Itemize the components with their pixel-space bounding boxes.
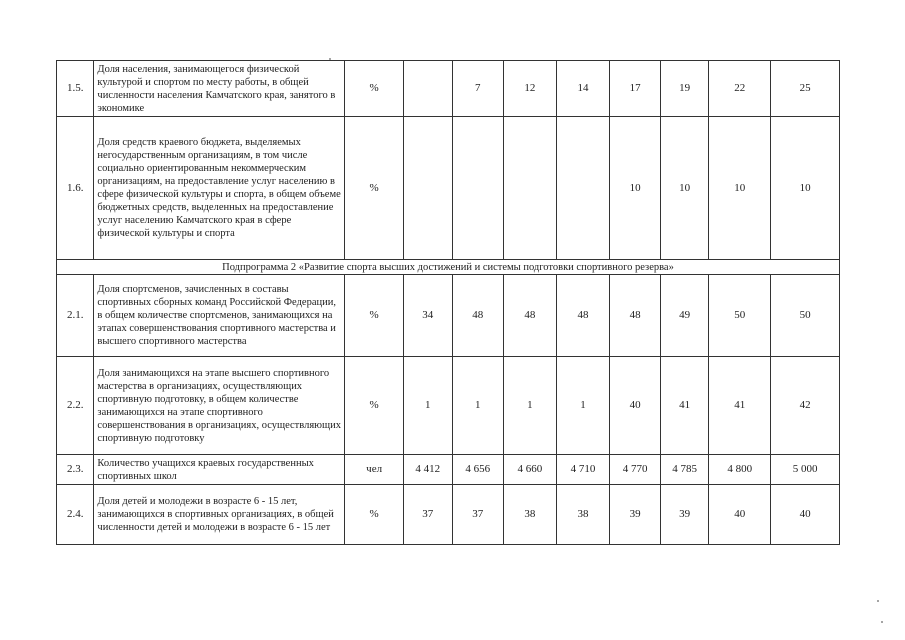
value-cell: 1 <box>504 357 557 455</box>
value-cell: 48 <box>610 275 661 357</box>
indicator-name: Количество учащихся краевых государственных спортивных школ <box>94 455 345 485</box>
indicator-name: Доля детей и молодежи в возрасте 6 - 15 лет, занимающихся в спортивных организациях, в общей численности детей и молодежи в возрасте 6 - 15 лет <box>94 485 345 545</box>
value-cell: 4 412 <box>403 455 452 485</box>
value-cell <box>452 117 504 260</box>
row-number: 2.2. <box>57 357 94 455</box>
value-cell: 17 <box>610 61 661 117</box>
value-cell: 40 <box>709 485 771 545</box>
unit-cell: % <box>345 117 404 260</box>
value-cell: 10 <box>660 117 709 260</box>
scan-speck <box>329 58 331 60</box>
value-cell: 41 <box>660 357 709 455</box>
unit-cell: чел <box>345 455 404 485</box>
scan-speck <box>881 621 883 623</box>
value-cell: 40 <box>771 485 840 545</box>
indicator-name: Доля занимающихся на этапе высшего спортивного мастерства в организациях, осуществляющих спортивную подготовку, в общем количестве занимающихся на этапе спортивного совершенствования в организациях, осуществляющих спортивную подготовку <box>94 357 345 455</box>
value-cell: 1 <box>403 357 452 455</box>
value-cell: 25 <box>771 61 840 117</box>
value-cell: 12 <box>504 61 557 117</box>
value-cell: 34 <box>403 275 452 357</box>
value-cell: 1 <box>452 357 504 455</box>
value-cell: 10 <box>610 117 661 260</box>
table-row <box>57 357 840 455</box>
value-cell: 10 <box>709 117 771 260</box>
row-number: 2.1. <box>57 275 94 357</box>
value-cell: 10 <box>771 117 840 260</box>
indicator-name: Доля населения, занимающегося физической культурой и спортом по месту работы, в общей численности населения Камчатского края, занятого в экономике <box>94 61 345 117</box>
value-cell: 50 <box>771 275 840 357</box>
value-cell: 1 <box>556 357 610 455</box>
value-cell <box>556 117 610 260</box>
scan-speck <box>877 600 879 602</box>
value-cell: 22 <box>709 61 771 117</box>
value-cell: 37 <box>403 485 452 545</box>
value-cell: 39 <box>660 485 709 545</box>
table-row <box>57 61 840 117</box>
subprogram-row <box>57 260 840 275</box>
value-cell: 50 <box>709 275 771 357</box>
value-cell: 39 <box>610 485 661 545</box>
value-cell: 7 <box>452 61 504 117</box>
value-cell: 4 710 <box>556 455 610 485</box>
value-cell: 4 770 <box>610 455 661 485</box>
value-cell: 48 <box>556 275 610 357</box>
value-cell: 14 <box>556 61 610 117</box>
value-cell <box>403 117 452 260</box>
value-cell: 4 785 <box>660 455 709 485</box>
table-row <box>57 275 840 357</box>
value-cell: 4 800 <box>709 455 771 485</box>
indicator-name: Доля спортсменов, зачисленных в составы спортивных сборных команд Российской Федерации, в общем количестве спортсменов, занимающихся на этапах совершенствования спортивного мастерства и высшего спортивного мастерства <box>94 275 345 357</box>
value-cell: 49 <box>660 275 709 357</box>
value-cell: 37 <box>452 485 504 545</box>
value-cell: 40 <box>610 357 661 455</box>
unit-cell: % <box>345 275 404 357</box>
unit-cell: % <box>345 485 404 545</box>
value-cell: 48 <box>452 275 504 357</box>
row-number: 1.6. <box>57 117 94 260</box>
value-cell: 38 <box>504 485 557 545</box>
value-cell: 41 <box>709 357 771 455</box>
table-row <box>57 117 840 260</box>
unit-cell: % <box>345 357 404 455</box>
table-row <box>57 485 840 545</box>
indicators-table <box>56 60 840 545</box>
value-cell <box>403 61 452 117</box>
row-number: 2.3. <box>57 455 94 485</box>
table-row <box>57 455 840 485</box>
indicator-name: Доля средств краевого бюджета, выделяемых негосударственным организациям, в том числе социально ориентированным некоммерческим организациям, на предоставление услуг населению в сфере физической культуры и спорта, в общем объеме бюджетных средств, выделенных на предоставление услуг населению Камчатского края в сфере физической культуры и спорта <box>94 117 345 260</box>
value-cell: 4 660 <box>504 455 557 485</box>
unit-cell: % <box>345 61 404 117</box>
value-cell <box>504 117 557 260</box>
value-cell: 19 <box>660 61 709 117</box>
value-cell: 42 <box>771 357 840 455</box>
row-number: 1.5. <box>57 61 94 117</box>
value-cell: 48 <box>504 275 557 357</box>
subprogram-title: Подпрограмма 2 «Развитие спорта высших достижений и системы подготовки спортивного резерва» <box>57 260 840 275</box>
value-cell: 4 656 <box>452 455 504 485</box>
value-cell: 38 <box>556 485 610 545</box>
value-cell: 5 000 <box>771 455 840 485</box>
row-number: 2.4. <box>57 485 94 545</box>
